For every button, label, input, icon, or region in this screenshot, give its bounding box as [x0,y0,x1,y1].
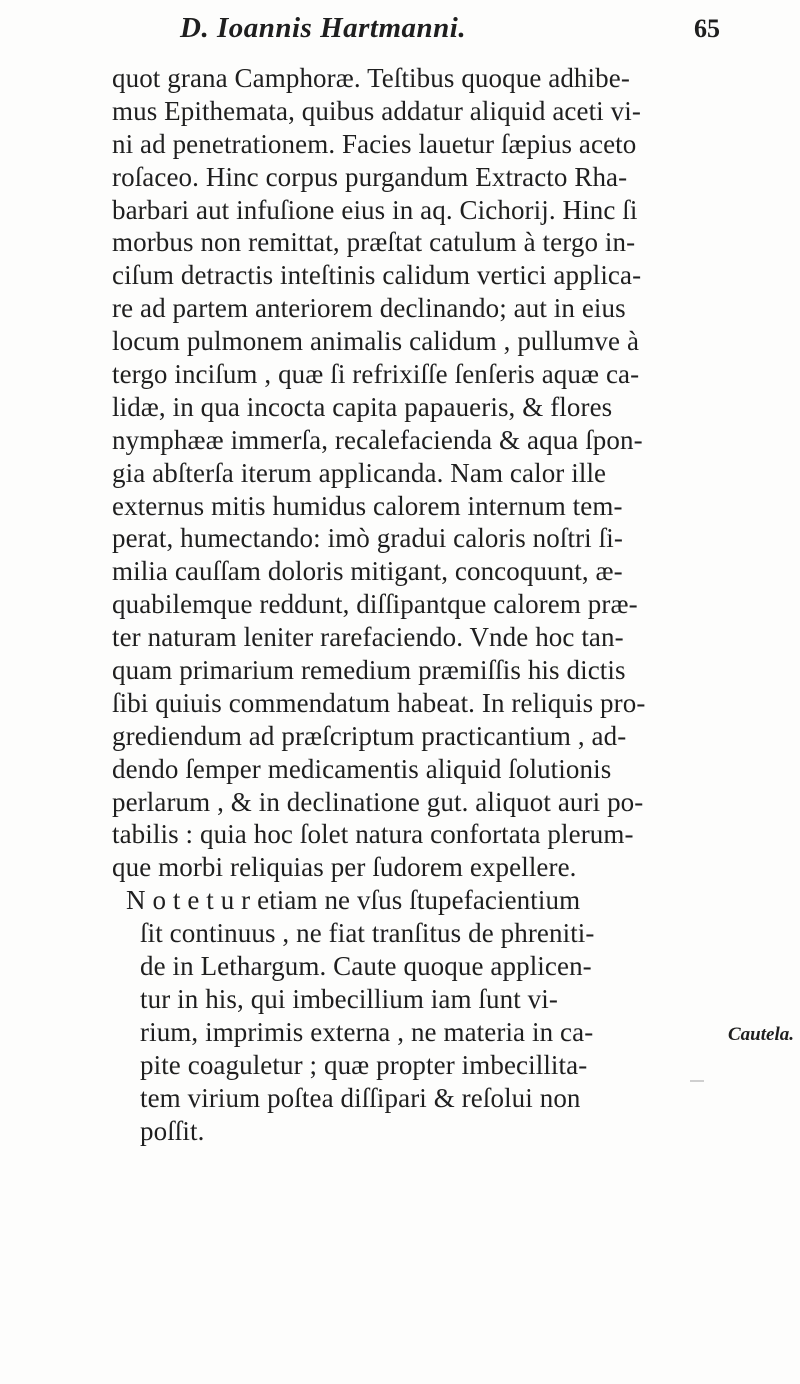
running-head-title: D. Ioannis Hartmanni. [180,12,467,44]
text-line: mus Epithemata, quibus addatur aliquid aceti vi- [112,95,641,126]
text-line: perat, humectando: imò gradui caloris noſtri ſi- [112,523,623,554]
text-line: que morbi reliquias per ſudorem expellere. [112,852,577,883]
text-line: dendo ſemper medicamentis aliquid ſolutionis [112,753,612,784]
text-line: quabilemque reddunt, diſſipantque calorem præ- [112,589,638,620]
text-line: ſibi quiuis commendatum habeat. In reliquis pro- [112,687,646,718]
text-line: perlarum , & in declinatione gut. aliquot auri po- [112,786,644,817]
text-line: ni ad penetrationem. Facies lauetur ſæpius aceto [112,128,637,159]
text-line: quam primarium remedium præmiſſis his dictis [112,655,626,686]
text-line: tergo inciſum , quæ ſi refrixiſſe ſenſeris aquæ ca- [112,359,640,390]
margin-note: Cautela. [728,1024,794,1045]
text-line: barbari aut infuſione eius in aq. Cichorij. Hinc ſi [112,194,638,225]
page-number: 65 [694,14,720,43]
text-line: quot grana Camphoræ. Teſtibus quoque adhibe- [112,63,630,93]
text-line: tem virium poſtea diſſipari & reſolui non [140,1082,581,1113]
text-line: morbus non remittat, præſtat catulum à tergo in- [112,227,636,258]
running-head [120,10,720,50]
text-line: rium, imprimis externa , ne materia in ca- [140,1016,594,1047]
body-text [112,62,712,1147]
ink-speck [690,1080,704,1082]
text-line: roſaceo. Hinc corpus purgandum Extracto Rha- [112,161,628,192]
text-line: pite coaguletur ; quæ propter imbecillita- [140,1049,588,1080]
text-line: re ad partem anteriorem declinando; aut in eius [112,293,626,324]
text-line: externus mitis humidus calorem internum tem- [112,490,623,521]
text-line: tabilis : quia hoc ſolet natura confortata plerum- [112,819,634,850]
text-line: gia abſterſa iterum applicanda. Nam calor ille [112,457,607,488]
text-line: ciſum detractis inteſtinis calidum vertici applica- [112,260,642,291]
text-line: de in Lethargum. Caute quoque applicen- [140,951,592,982]
text-line: poſſit. [140,1115,205,1146]
paragraph-start-line: N o t e t u r etiam ne vſus ſtupefacientium [126,885,581,916]
text-line: locum pulmonem animalis calidum , pullumve à [112,326,640,357]
text-line: nymphææ immerſa, recalefacienda & aqua ſpon- [112,424,643,455]
text-line: tur in his, qui imbecillium iam ſunt vi- [140,983,558,1014]
text-line: ter naturam leniter rarefaciendo. Vnde hoc tan- [112,622,624,653]
text-line: grediendum ad præſcriptum practicantium , ad- [112,720,627,751]
text-line: lidæ, in qua incocta capita papaueris, & flores [112,391,613,422]
text-line: milia cauſſam doloris mitigant, concoquunt, æ- [112,556,623,587]
text-line: ſit continuus , ne fiat tranſitus de phreniti- [140,918,595,949]
